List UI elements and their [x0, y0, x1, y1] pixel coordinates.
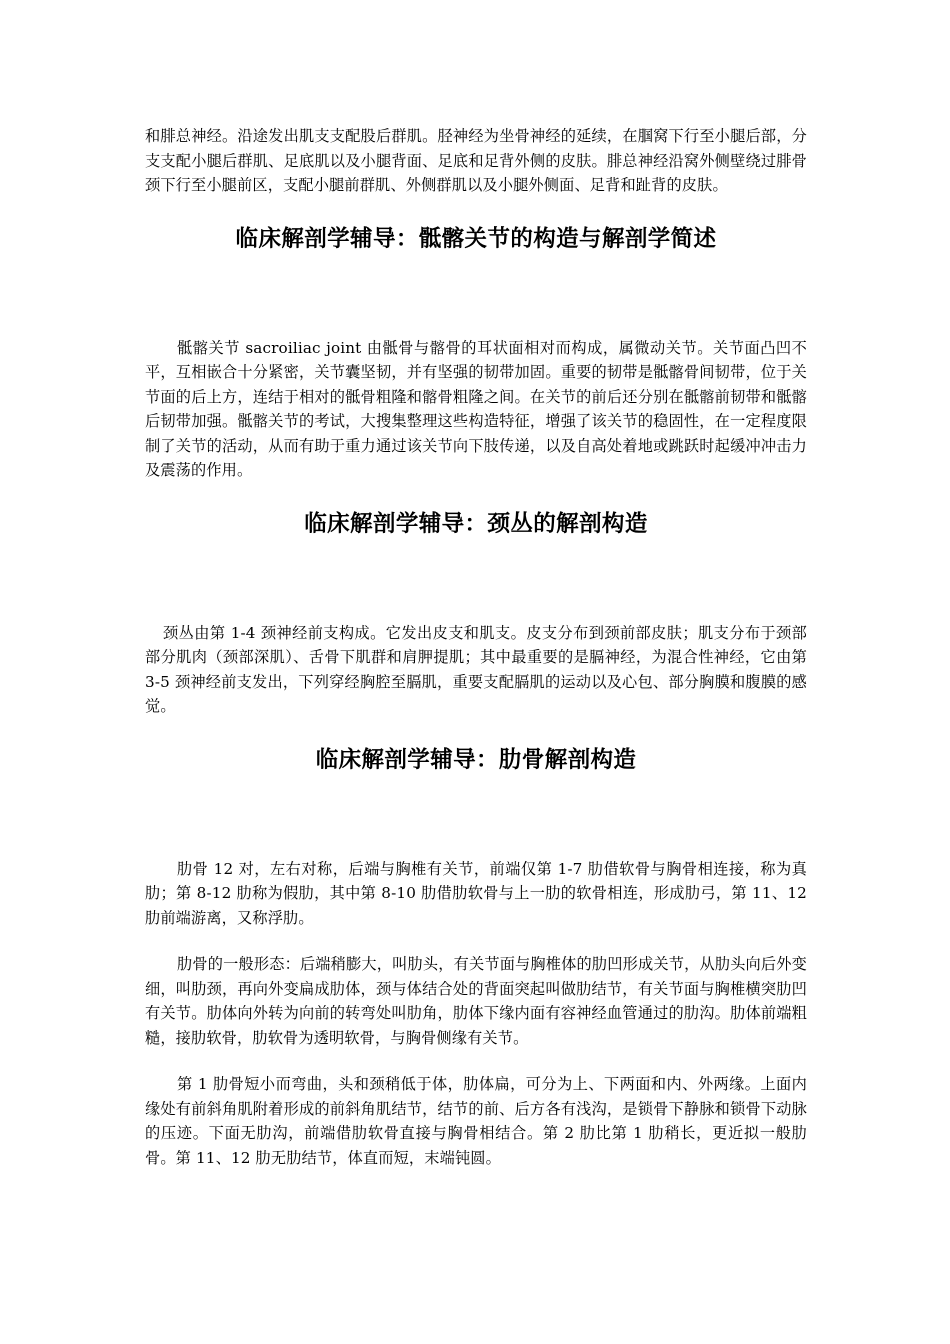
heading-ribs: 临床解剖学辅导：肋骨解剖构造	[315, 746, 637, 773]
paragraph-nerves-continuation: 和腓总神经。沿途发出肌支支配股后群肌。胫神经为坐骨神经的延续，在腘窝下行至小腿后部，分支支配小腿后群肌、足底肌以及小腿背面、足底和足背外侧的皮肤。腓总神经沿窝外侧壁绕过腓骨颈下行至小腿前区，支配小腿前群肌、外侧群肌以及小腿外侧面、足背和趾背的皮肤。	[145, 127, 807, 194]
paragraph-cervical-plexus: 颈丛由第 1-4 颈神经前支构成。它发出皮支和肌支。皮支分布到颈前部皮肤；肌支分布于颈部部分肌肉（颈部深肌）、舌骨下肌群和肩胛提肌；其中最重要的是膈神经，为混合性神经，它由第 3-5 颈神经前支发出，下列穿经胸腔至膈肌，重要支配膈肌的运动以及心包、部分胸膜和腹膜的感觉。	[145, 623, 807, 715]
paragraph-ribs-general-form: 肋骨的一般形态：后端稍膨大，叫肋头，有关节面与胸椎体的肋凹形成关节，从肋头向后外变细，叫肋颈，再向外变扁成肋体，颈与体结合处的背面突起叫做肋结节，有关节面与胸椎横突肋凹有关节。肋体向外转为向前的转弯处叫肋角，肋体下缘内面有容神经血管通过的肋沟。肋体前端粗糙，接肋软骨，肋软骨为透明软骨，与胸骨侧缘有关节。	[145, 955, 807, 1047]
heading-sacroiliac-joint: 临床解剖学辅导：骶髂关节的构造与解剖学简述	[235, 225, 717, 252]
heading-cervical-plexus: 临床解剖学辅导：颈丛的解剖构造	[304, 510, 648, 537]
document-page	[145, 124, 807, 1170]
paragraph-ribs-overview: 肋骨 12 对，左右对称，后端与胸椎有关节，前端仅第 1-7 肋借软骨与胸骨相连接，称为真肋；第 8-12 肋称为假肋，其中第 8-10 肋借肋软骨与上一肋的软骨相连，形成肋弓，第 11、12 肋前端游离，又称浮肋。	[145, 859, 807, 927]
paragraph-first-rib: 第 1 肋骨短小而弯曲，头和颈稍低于体，肋体扁，可分为上、下两面和内、外两缘。上面内缘处有前斜角肌附着形成的前斜角肌结节，结节的前、后方各有浅沟，是锁骨下静脉和锁骨下动脉的压迹。下面无肋沟，前端借肋软骨直接与胸骨相结合。第 2 肋比第 1 肋稍长，更近拟一般肋骨。第 11、12 肋无肋结节，体直而短，末端钝圆。	[145, 1075, 807, 1167]
paragraph-sacroiliac-joint: 骶髂关节 sacroiliac joint 由骶骨与髂骨的耳状面相对而构成，属微动关节。关节面凸凹不平，互相嵌合十分紧密，关节囊坚韧，并有坚强的韧带加固。重要的韧带是骶髂骨间韧带，位于关节面的后上方，连结于相对的骶骨粗隆和髂骨粗隆之间。在关节的前后还分别在骶髂前韧带和骶髂后韧带加强。骶髂关节的考试，大搜集整理这些构造特征，增强了该关节的稳固性，在一定程度限制了关节的活动，从而有助于重力通过该关节向下肢传递，以及自高处着地或跳跃时起缓冲冲击力及震荡的作用。	[145, 338, 807, 479]
